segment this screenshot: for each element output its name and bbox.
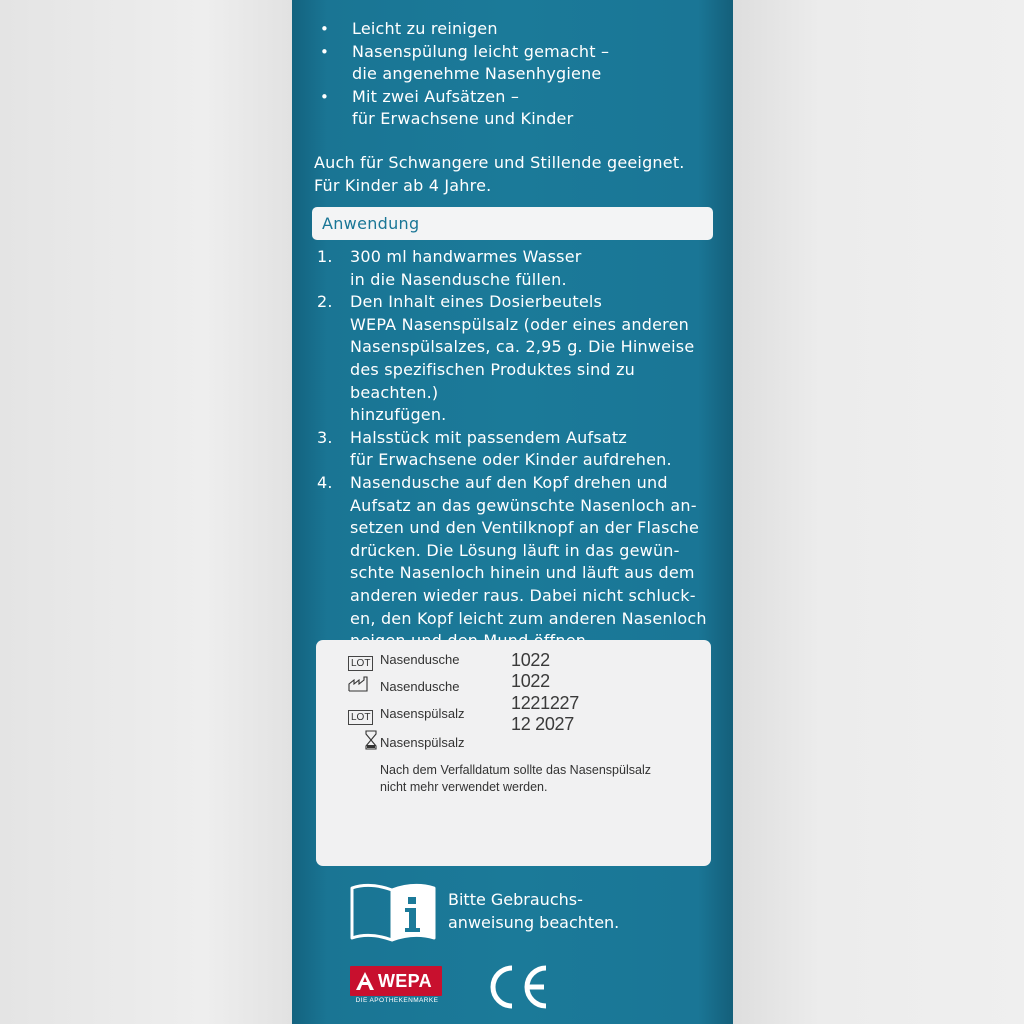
batch-code: 1022 (511, 650, 550, 670)
step-text: setzen und den Ventilknopf an der Flasche (350, 518, 700, 538)
step-text: hinzufügen. (350, 405, 447, 425)
package-panel (292, 0, 733, 1024)
pharmacy-a-icon (354, 970, 376, 992)
batch-code: 1022 (511, 671, 550, 691)
step-text: drücken. Die Lösung läuft in das gewün- (350, 540, 680, 560)
bullet-marker: • (320, 42, 330, 61)
step-text: 300 ml handwarmes Wasser (350, 247, 582, 266)
brand-name: WEPA (378, 971, 432, 991)
expiry-note-line: Nach dem Verfalldatum sollte das Nasenspülsalz (380, 763, 651, 777)
step-text: WEPA Nasenspülsalz (oder eines anderen (350, 314, 689, 334)
feature-item (314, 41, 714, 86)
lot-icon (348, 651, 373, 671)
step-text: Nasenspülsalzes, ca. 2,95 g. Die Hinweise (350, 337, 695, 357)
step-item (314, 427, 719, 472)
step-text: für Erwachsene oder Kinder aufdrehen. (350, 450, 672, 470)
step-text: in die Nasendusche füllen. (350, 269, 567, 289)
step-number: 3. (317, 427, 333, 447)
feature-text: die angenehme Nasenhygiene (352, 64, 602, 83)
step-text: Den Inhalt eines Dosierbeutels (350, 292, 603, 312)
lot-icon (348, 705, 373, 725)
ce-mark-icon (482, 962, 550, 1012)
feature-item (314, 18, 714, 41)
section-title: Anwendung (322, 214, 420, 233)
step-text: anderen wieder raus. Dabei nicht schluck- (350, 585, 696, 605)
expiry-note (380, 762, 710, 796)
expiry-note-line: nicht mehr verwendet werden. (380, 780, 548, 794)
wepa-logo (350, 966, 442, 1008)
batch-code: 12 2027 (511, 714, 574, 734)
feature-text: für Erwachsene und Kinder (352, 109, 574, 128)
instructions-book-icon (348, 882, 438, 944)
info-label: Nasenspülsalz (380, 706, 465, 721)
instructions-notice-line: Bitte Gebrauchs- (448, 890, 583, 909)
background-left (0, 0, 292, 1024)
info-label: Nasendusche (380, 652, 460, 667)
batch-code: 1221227 (511, 693, 579, 713)
info-label: Nasendusche (380, 679, 460, 694)
feature-list (314, 18, 714, 131)
suitability-line: Auch für Schwangere und Stillende geeignet. (314, 153, 685, 172)
batch-info-box (316, 640, 711, 866)
hourglass-icon (364, 730, 378, 754)
lot-symbol: LOT (348, 656, 373, 671)
bullet-marker: • (320, 20, 330, 38)
wepa-logo-box (350, 966, 442, 996)
feature-text: Nasenspülung leicht gemacht – (352, 41, 610, 61)
step-text: des spezifischen Produktes sind zu beachten.) (350, 359, 636, 402)
step-number: 4. (317, 472, 333, 492)
feature-text: Mit zwei Aufsätzen – (352, 86, 520, 106)
suitability-note (314, 151, 724, 197)
feature-item (314, 86, 714, 131)
instruction-steps (314, 246, 719, 653)
step-text: schte Nasenloch hinein und läuft aus dem (350, 563, 695, 583)
bullet-marker: • (320, 87, 330, 106)
feature-text: Leicht zu reinigen (352, 19, 498, 38)
step-number: 1. (317, 247, 333, 266)
instructions-notice (448, 888, 648, 934)
step-text: en, den Kopf leicht zum anderen Nasenloch (350, 608, 707, 628)
info-label: Nasenspülsalz (380, 735, 465, 750)
step-text: Nasendusche auf den Kopf drehen und (350, 472, 668, 492)
manufacture-date-icon (348, 676, 374, 696)
brand-tagline: DIE APOTHEKENMARKE (355, 997, 439, 1004)
step-text: Aufsatz an das gewünschte Nasenloch an- (350, 495, 697, 515)
suitability-line: Für Kinder ab 4 Jahre. (314, 176, 492, 195)
step-text: Halsstück mit passendem Aufsatz (350, 427, 627, 447)
instructions-notice-line: anweisung beachten. (448, 913, 620, 932)
lot-symbol: LOT (348, 710, 373, 725)
background-right (733, 0, 1024, 1024)
section-header (312, 207, 713, 240)
step-item (314, 291, 719, 427)
step-item (314, 472, 719, 653)
step-number: 2. (317, 292, 333, 312)
step-item (314, 246, 719, 291)
